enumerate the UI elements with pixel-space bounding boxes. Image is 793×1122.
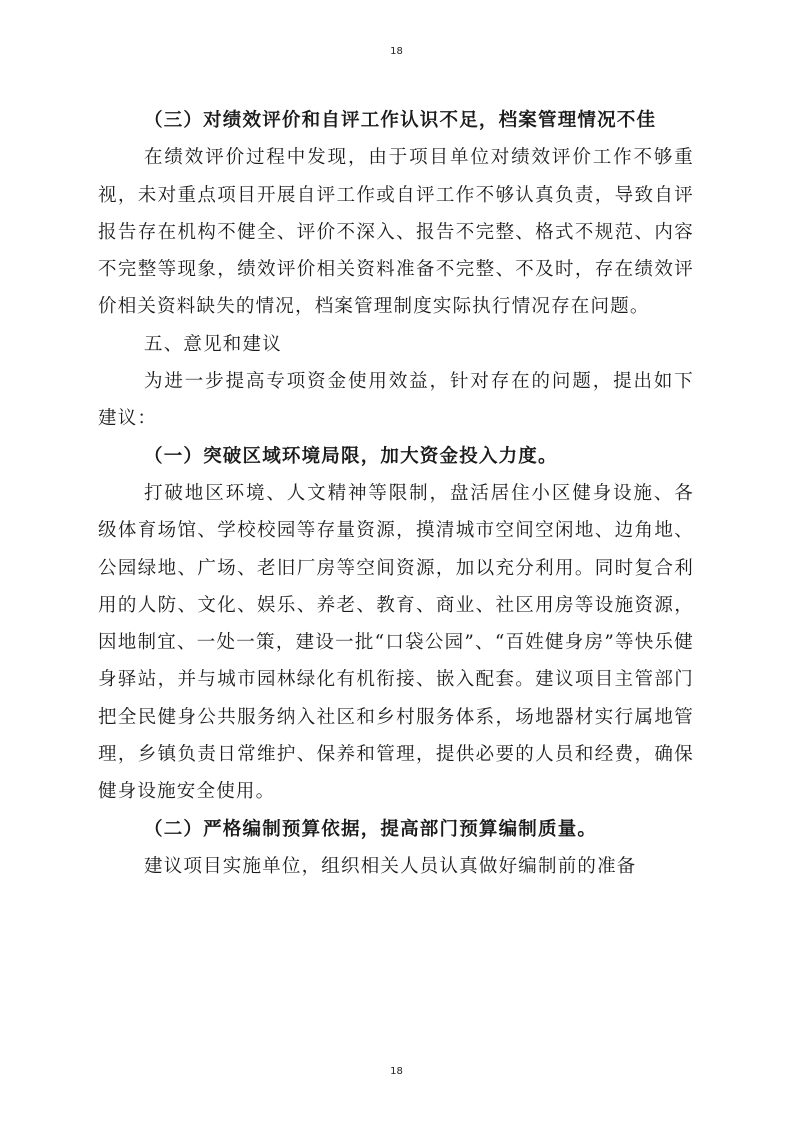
paragraph-budget-preparation: 建议项目实施单位，组织相关人员认真做好编制前的准备 [144, 855, 637, 877]
paragraph-break-limits: 打破地区环境、人文精神等限制，盘活居住小区健身设施、各级体育场馆、学校校园等存量资源，摸清城市空间空闲地、边角地、公园绿地、广场、老旧厂房等空间资源，加以充分利用。同时复合利用的人防、文化、娱乐、养老、教育、商业、社区用房等设施资源，因地制宜、一处一策，建设一批“口袋公园”、“百姓健身房”等快乐健身驿站，并与城市园林绿化有机衔接、嵌入配套。建议项目主管部门把全民健身公共服务纳入社区和乡村服务体系，场地器材实行属地管理，乡镇负责日常维护、保养和管理，提供必要的人员和经费，确保健身设施安全使用。 [98, 482, 694, 803]
section-heading-5: 五、意见和建议 [144, 333, 282, 355]
subsection-heading-1: （一）突破区域环境局限，加大资金投入力度。 [144, 445, 558, 467]
header-page-number: 18 [390, 46, 403, 57]
paragraph-suggestions-intro: 为进一步提高专项资金使用效益，针对存在的问题，提出如下建议： [98, 371, 694, 430]
paragraph-performance-evaluation: 在绩效评价过程中发现，由于项目单位对绩效评价工作不够重视，未对重点项目开展自评工作或自评工作不够认真负责，导致自评报告存在机构不健全、评价不深入、报告不完整、格式不规范、内容不完整等现象，绩效评价相关资料准备不完整、不及时，存在绩效评价相关资料缺失的情况，档案管理制度实际执行情况存在问题。 [98, 147, 694, 318]
subsection-heading-2: （二）严格编制预算依据，提高部门预算编制质量。 [144, 818, 598, 840]
footer-page-number: 18 [390, 1066, 403, 1077]
subsection-heading-3: （三）对绩效评价和自评工作认识不足，档案管理情况不佳 [144, 110, 657, 131]
document-body [98, 102, 694, 885]
